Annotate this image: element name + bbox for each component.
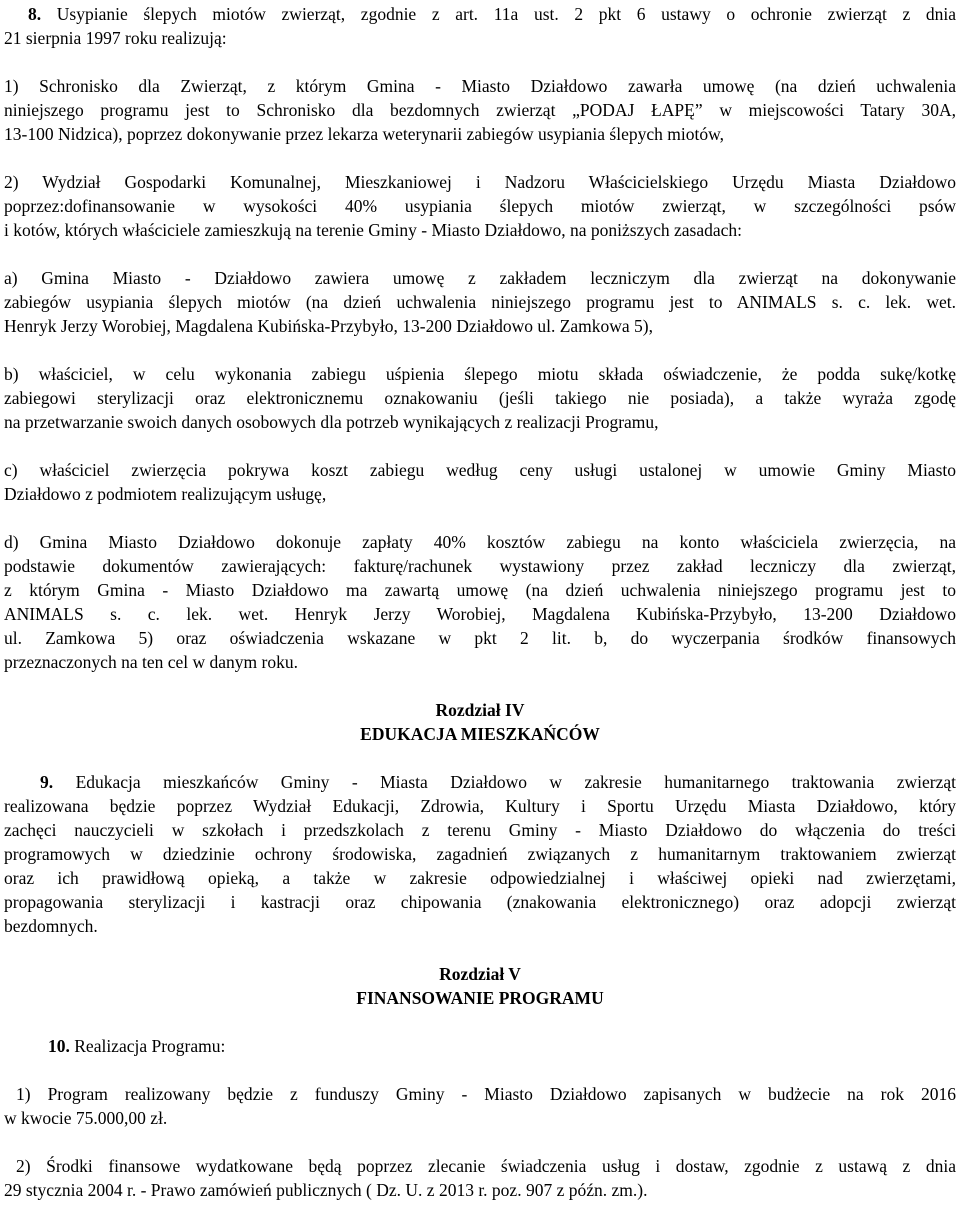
section-10-number: 10. — [48, 1036, 70, 1056]
section-8-item1-line: 1) Schronisko dla Zwierząt, z którym Gmina - Miasto Działdowo zawarła umowę (na dzień uchwalenia — [4, 76, 956, 96]
chapter-4-heading: Rozdział IV — [435, 700, 525, 720]
section-8-line2: 21 sierpnia 1997 roku realizują: — [4, 28, 227, 48]
section-10-item1-line: 1) Program realizowany będzie z funduszy Gminy - Miasto Działdowo zapisanych w budżecie na rok 2016 — [16, 1084, 956, 1104]
section-9-line: oraz ich prawidłową opieką, a także w zakresie odpowiedzialnej i właściwej opieki nad zwierzętami, — [4, 868, 956, 888]
section-8-item-d-line: podstawie dokumentów zawierających: fakturę/rachunek wystawiony przez zakład leczniczy dla zwierząt, — [4, 556, 956, 576]
chapter-5-title: FINANSOWANIE PROGRAMU — [356, 988, 604, 1008]
section-8-item-d-line: ul. Zamkowa 5) oraz oświadczenia wskazane w pkt 2 lit. b, do wyczerpania środków finansowych — [4, 628, 956, 648]
chapter-5-heading: Rozdział V — [439, 964, 521, 984]
section-8-item-b-line: b) właściciel, w celu wykonania zabiegu uśpienia ślepego miotu składa oświadczenie, że podda sukę/kotkę — [4, 364, 956, 384]
section-10-title: Realizacja Programu: — [69, 1036, 226, 1056]
section-10-item1-line: w kwocie 75.000,00 zł. — [4, 1108, 168, 1128]
chapter-4-title: EDUKACJA MIESZKAŃCÓW — [360, 724, 600, 744]
section-8-item-a-line: a) Gmina Miasto - Działdowo zawiera umowę z zakładem leczniczym dla zwierząt na dokonywanie — [4, 268, 956, 288]
section-8-item-d-line: ANIMALS s. c. lek. wet. Henryk Jerzy Worobiej, Magdalena Kubińska-Przybyło, 13-200 Działdowo — [4, 604, 956, 624]
section-8-item1-line: 13-100 Nidzica), poprzez dokonywanie przez lekarza weterynarii zabiegów usypiania ślepych miotów, — [4, 124, 724, 144]
section-8-number: 8. — [28, 4, 42, 24]
section-8-item-a-line: zabiegów usypiania ślepych miotów (na dzień uchwalenia niniejszego programu jest to ANIMALS s. c. lek. wet. — [4, 292, 956, 312]
section-8-title: Usypianie ślepych miotów zwierząt, zgodnie z art. 11a ust. 2 pkt 6 ustawy o ochronie zwierząt z dnia — [41, 4, 956, 24]
section-8-item2-line: poprzez:dofinansowanie w wysokości 40% usypiania ślepych miotów zwierząt, w szczególności psów — [4, 196, 956, 216]
section-10-item2-line: 2) Środki finansowe wydatkowane będą poprzez zlecanie świadczenia usług i dostaw, zgodnie z ustawą z dnia — [16, 1156, 956, 1176]
section-9-line: zachęci nauczycieli w szkołach i przedszkolach z terenu Gminy - Miasto Działdowo do włączenia do treści — [4, 820, 956, 840]
section-9-line: propagowania sterylizacji i kastracji oraz chipowania (znakowania elektronicznego) oraz adopcji zwierząt — [4, 892, 956, 912]
section-8-item-a-line: Henryk Jerzy Worobiej, Magdalena Kubińska-Przybyło, 13-200 Działdowo ul. Zamkowa 5), — [4, 316, 654, 336]
section-8-heading — [4, 2, 956, 26]
section-8-item-c-line: c) właściciel zwierzęcia pokrywa koszt zabiegu według ceny usługi ustalonej w umowie Gminy Miasto — [4, 460, 956, 480]
section-8-item1-line: niniejszego programu jest to Schronisko dla bezdomnych zwierząt „PODAJ ŁAPĘ” w miejscowości Tatary 30A, — [4, 100, 956, 120]
section-10-heading — [4, 1034, 956, 1058]
section-10-item2-line: 29 stycznia 2004 r. - Prawo zamówień publicznych ( Dz. U. z 2013 r. poz. 907 z późn. zm.). — [4, 1180, 648, 1200]
section-9-line: bezdomnych. — [4, 916, 98, 936]
section-8-item-d-line: przeznaczonych na ten cel w danym roku. — [4, 652, 298, 672]
section-9-line: programowych w dziedzinie ochrony środowiska, zagadnień związanych z humanitarnym traktowaniem zwierząt — [4, 844, 956, 864]
section-8-item-b-line: zabiegowi sterylizacji oraz elektronicznemu oznakowaniu (jeśli takiego nie posiada), a także wyraża zgodę — [4, 388, 956, 408]
section-8-item-b-line: na przetwarzanie swoich danych osobowych dla potrzeb wynikających z realizacji Programu, — [4, 412, 659, 432]
section-8-item2-line: 2) Wydział Gospodarki Komunalnej, Mieszkaniowej i Nadzoru Właścicielskiego Urzędu Miasta Działdowo — [4, 172, 956, 192]
section-8-item-d-line: d) Gmina Miasto Działdowo dokonuje zapłaty 40% kosztów zabiegu na konto właściciela zwierzęcia, na — [4, 532, 956, 552]
section-9-number: 9. — [40, 772, 54, 792]
section-8-item-c-line: Działdowo z podmiotem realizującym usługę, — [4, 484, 327, 504]
section-9-line: realizowana będzie poprzez Wydział Edukacji, Zdrowia, Kultury i Sportu Urzędu Miasta Działdowo, który — [4, 796, 956, 816]
section-9-first-line: Edukacja mieszkańców Gminy - Miasta Działdowo w zakresie humanitarnego traktowania zwierząt — [53, 772, 956, 792]
section-8-item2-line: i kotów, których właściciele zamieszkują na terenie Gminy - Miasto Działdowo, na poniższych zasadach: — [4, 220, 742, 240]
section-9-heading — [4, 770, 956, 794]
section-8-item-d-line: z którym Gmina - Miasto Działdowo ma zawartą umowę (na dzień uchwalenia niniejszego programu jest to — [4, 580, 956, 600]
